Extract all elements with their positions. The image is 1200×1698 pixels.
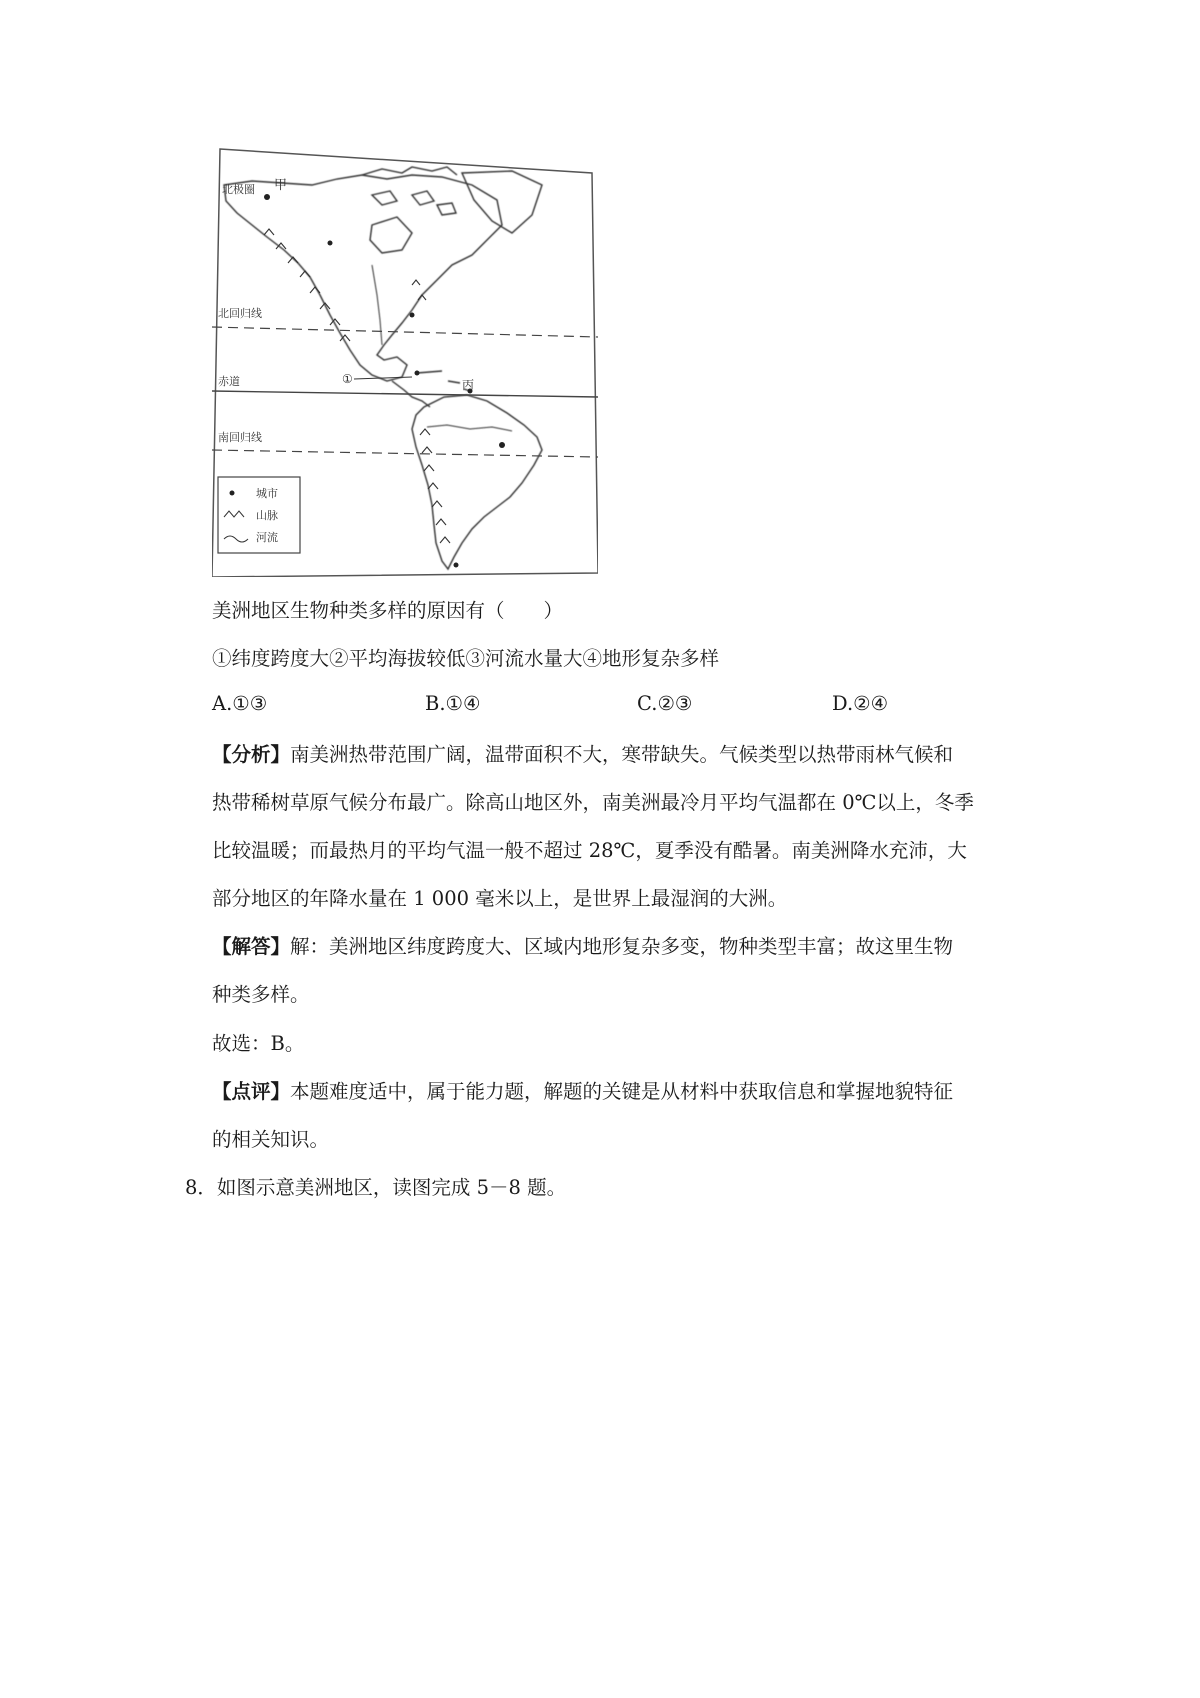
- answer-line-1: [212, 933, 953, 961]
- option-d-letter: D.: [832, 692, 854, 715]
- option-b-letter: B.: [425, 692, 446, 715]
- legend-mountain-label: 山脉: [256, 509, 278, 522]
- comment-line-1: [212, 1078, 953, 1106]
- comment-tag: 【点评】: [212, 1080, 291, 1103]
- analysis-line-3: 比较温暖；而最热月的平均气温一般不超过 28℃，夏季没有酷暑。南美洲降水充沛，大: [212, 839, 967, 862]
- analysis-line-4: 部分地区的年降水量在 1 000 毫米以上，是世界上最湿润的大洲。: [212, 887, 788, 910]
- analysis-line-2: 热带稀树草原气候分布最广。除高山地区外，南美洲最冷月平均气温都在 0℃以上，冬季: [212, 791, 974, 814]
- answer-choice: 故选：B。: [212, 1032, 305, 1055]
- option-d-text: ②④: [853, 692, 889, 715]
- option-b[interactable]: [425, 692, 481, 715]
- option-c-letter: C.: [637, 692, 658, 715]
- americas-map: [212, 145, 598, 577]
- option-c-text: ②③: [657, 692, 693, 715]
- option-a-letter: A.: [212, 692, 233, 715]
- comment-line-2: 的相关知识。: [212, 1128, 330, 1151]
- option-b-text: ①④: [445, 692, 481, 715]
- question-stem: 美洲地区生物种类多样的原因有（ ）: [212, 599, 564, 622]
- label-tropic-north: 北回归线: [218, 307, 262, 320]
- answer-text-1: 解：美洲地区纬度跨度大、区域内地形复杂多变，物种类型丰富；故这里生物: [290, 935, 954, 958]
- question-items: ①纬度跨度大②平均海拔较低③河流水量大④地形复杂多样: [212, 647, 720, 670]
- comment-text-1: 本题难度适中，属于能力题，解题的关键是从材料中获取信息和掌握地貌特征: [290, 1080, 954, 1103]
- option-a[interactable]: [212, 692, 267, 715]
- label-point-b: 丙: [462, 378, 475, 392]
- analysis-line-1: [212, 741, 953, 769]
- option-c[interactable]: [637, 692, 692, 715]
- label-arctic-circle: 北极圈: [222, 183, 255, 196]
- legend-river-label: 河流: [256, 531, 278, 544]
- answer-line-2: 种类多样。: [212, 983, 310, 1006]
- option-a-text: ①③: [232, 692, 268, 715]
- analysis-text-1: 南美洲热带范围广阔，温带面积不大，寒带缺失。气候类型以热带雨林气候和: [290, 743, 954, 766]
- label-equator: 赤道: [218, 375, 240, 388]
- map-legend: [218, 477, 300, 553]
- legend-city-icon: [230, 491, 235, 496]
- answer-options: [212, 692, 972, 722]
- legend-city-label: 城市: [256, 487, 278, 500]
- label-point-a: ①: [342, 372, 353, 386]
- label-tropic-south: 南回归线: [218, 431, 262, 444]
- label-marker-top: 甲: [274, 178, 288, 193]
- answer-tag: 【解答】: [212, 935, 291, 958]
- analysis-tag: 【分析】: [212, 743, 291, 766]
- option-d[interactable]: [832, 692, 888, 715]
- next-question: 8．如图示意美洲地区，读图完成 5－8 题。: [185, 1176, 567, 1199]
